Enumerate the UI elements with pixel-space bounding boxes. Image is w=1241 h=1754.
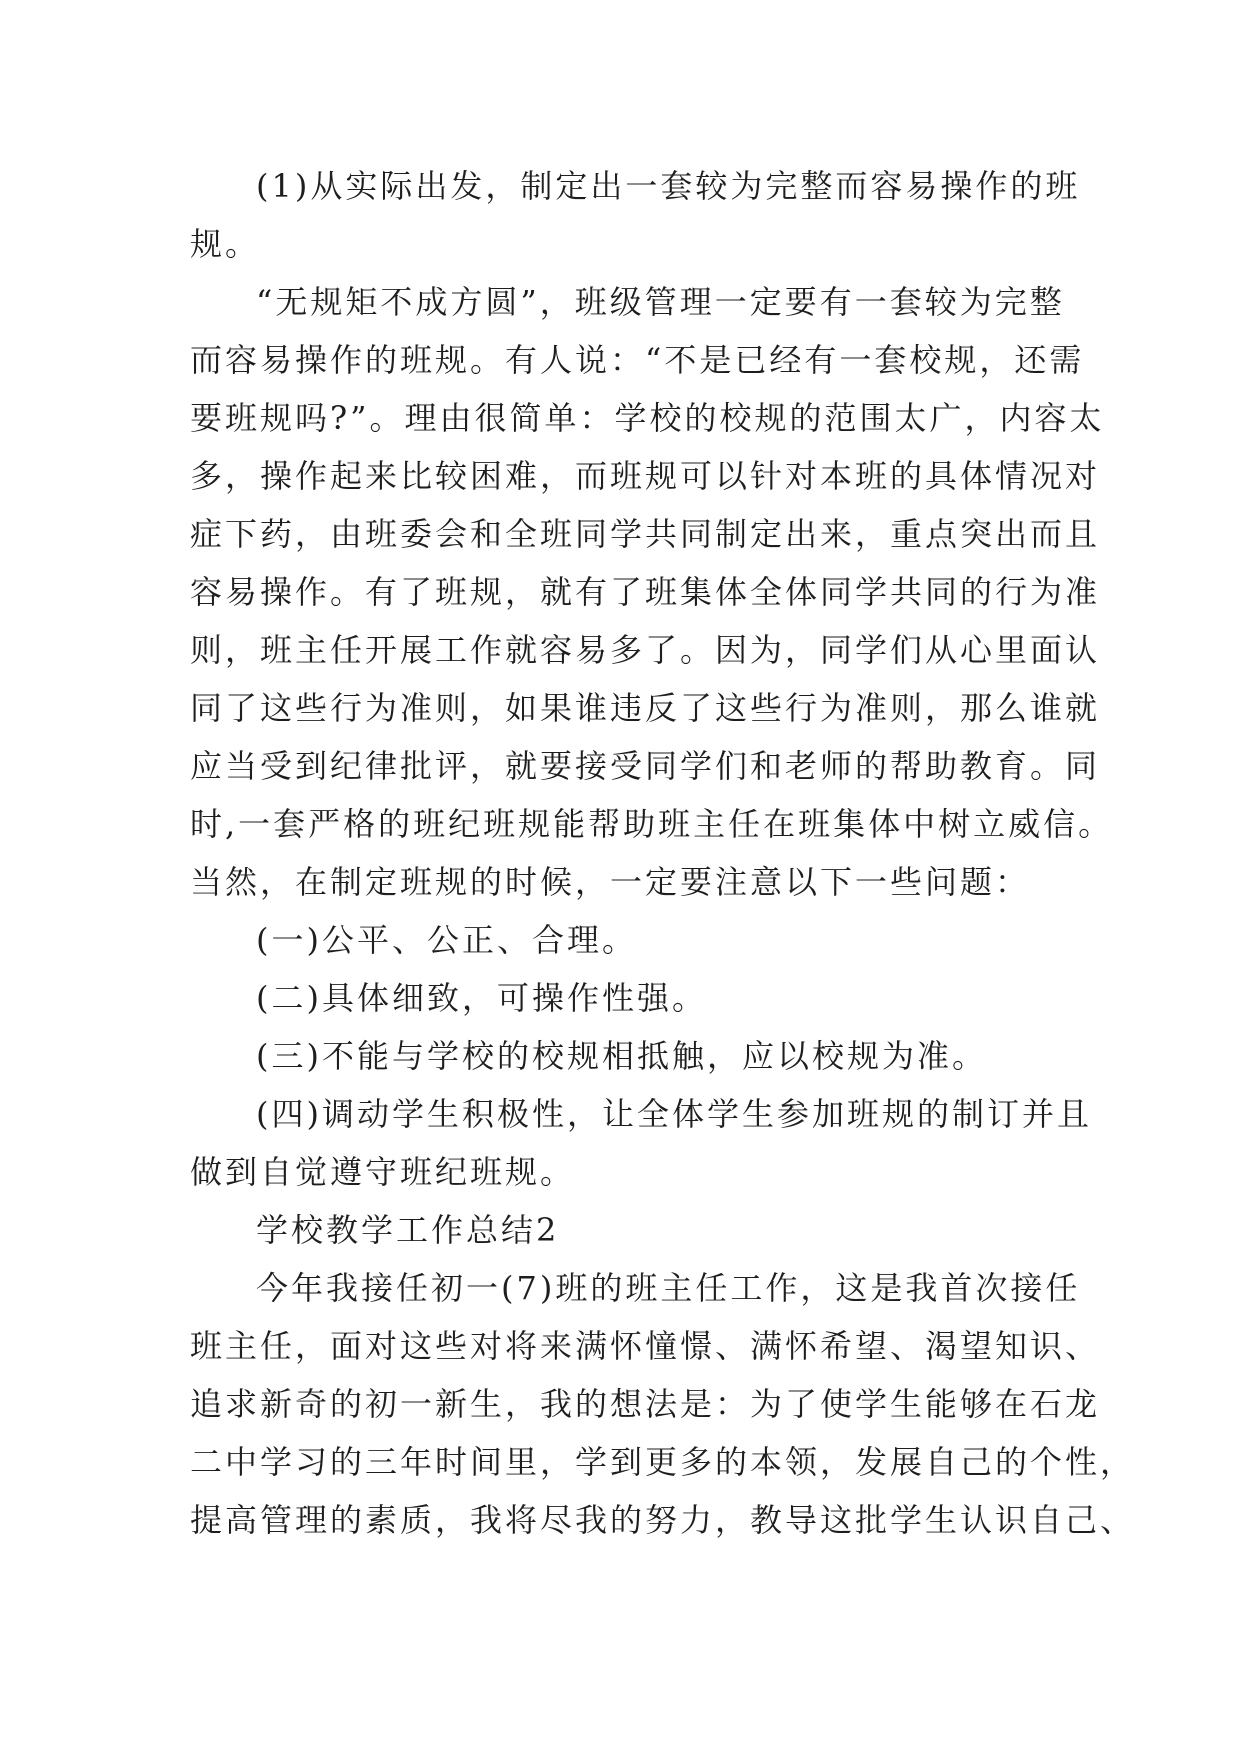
paragraph-point-1 [190,911,1060,969]
text-line: (四)调动学生积极性，让全体学生参加班规的制订并且 [256,1095,1092,1133]
text-line: “无规矩不成方圆”，班级管理一定要有一套较为完整 [256,283,1065,321]
text-line: (一)公平、公正、合理。 [256,921,637,959]
paragraph-point-2 [190,969,1060,1027]
text-line: (三)不能与学校的校规相抵触，应以校规为准。 [256,1037,987,1075]
text-line: 则，班主任开展工作就容易多了。因为，同学们从心里面认 [190,631,1101,669]
text-line: 规。 [190,225,261,263]
text-line: 班主任，面对这些对将来满怀憧憬、满怀希望、渴望知识、 [190,1327,1101,1365]
section-heading [190,1201,1060,1259]
text-line: 今年我接任初一(7)班的班主任工作，这是我首次接任 [256,1269,1081,1307]
text-line: 多，操作起来比较困难，而班规可以针对本班的具体情况对 [190,457,1101,495]
text-line: 提高管理的素质，我将尽我的努力，教导这批学生认识自己、 [190,1501,1136,1539]
paragraph-rule-body [190,273,1114,911]
document-body [190,157,1136,1549]
text-line: 容易操作。有了班规，就有了班集体全体同学共同的行为准 [190,573,1101,611]
section-title: 学校教学工作总结2 [256,1211,560,1249]
text-line: 而容易操作的班规。有人说：“不是已经有一套校规，还需 [190,341,1085,379]
text-line: (二)具体细致，可操作性强。 [256,979,707,1017]
text-line: 应当受到纪律批评，就要接受同学们和老师的帮助教育。同 [190,747,1101,785]
text-line: 追求新奇的初一新生，我的想法是：为了使学生能够在石龙 [190,1385,1101,1423]
text-line: 当然，在制定班规的时候，一定要注意以下一些问题： [190,863,1031,901]
paragraph-rule-intro [190,157,1081,273]
paragraph-section-body [190,1259,1136,1549]
text-line: (1)从实际出发，制定出一套较为完整而容易操作的班 [256,167,1081,205]
text-line: 做到自觉遵守班纪班规。 [190,1153,576,1191]
paragraph-point-4 [190,1085,1092,1201]
text-line: 二中学习的三年时间里，学到更多的本领，发展自己的个性， [190,1443,1136,1481]
paragraph-point-3 [190,1027,1060,1085]
text-line: 同了这些行为准则，如果谁违反了这些行为准则，那么谁就 [190,689,1101,727]
text-line: 症下药，由班委会和全班同学共同制定出来，重点突出而且 [190,515,1101,553]
text-line: 时,一套严格的班纪班规能帮助班主任在班集体中树立威信。 [190,805,1114,843]
text-line: 要班规吗?”。理由很简单：学校的校规的范围太广，内容太 [190,399,1105,437]
